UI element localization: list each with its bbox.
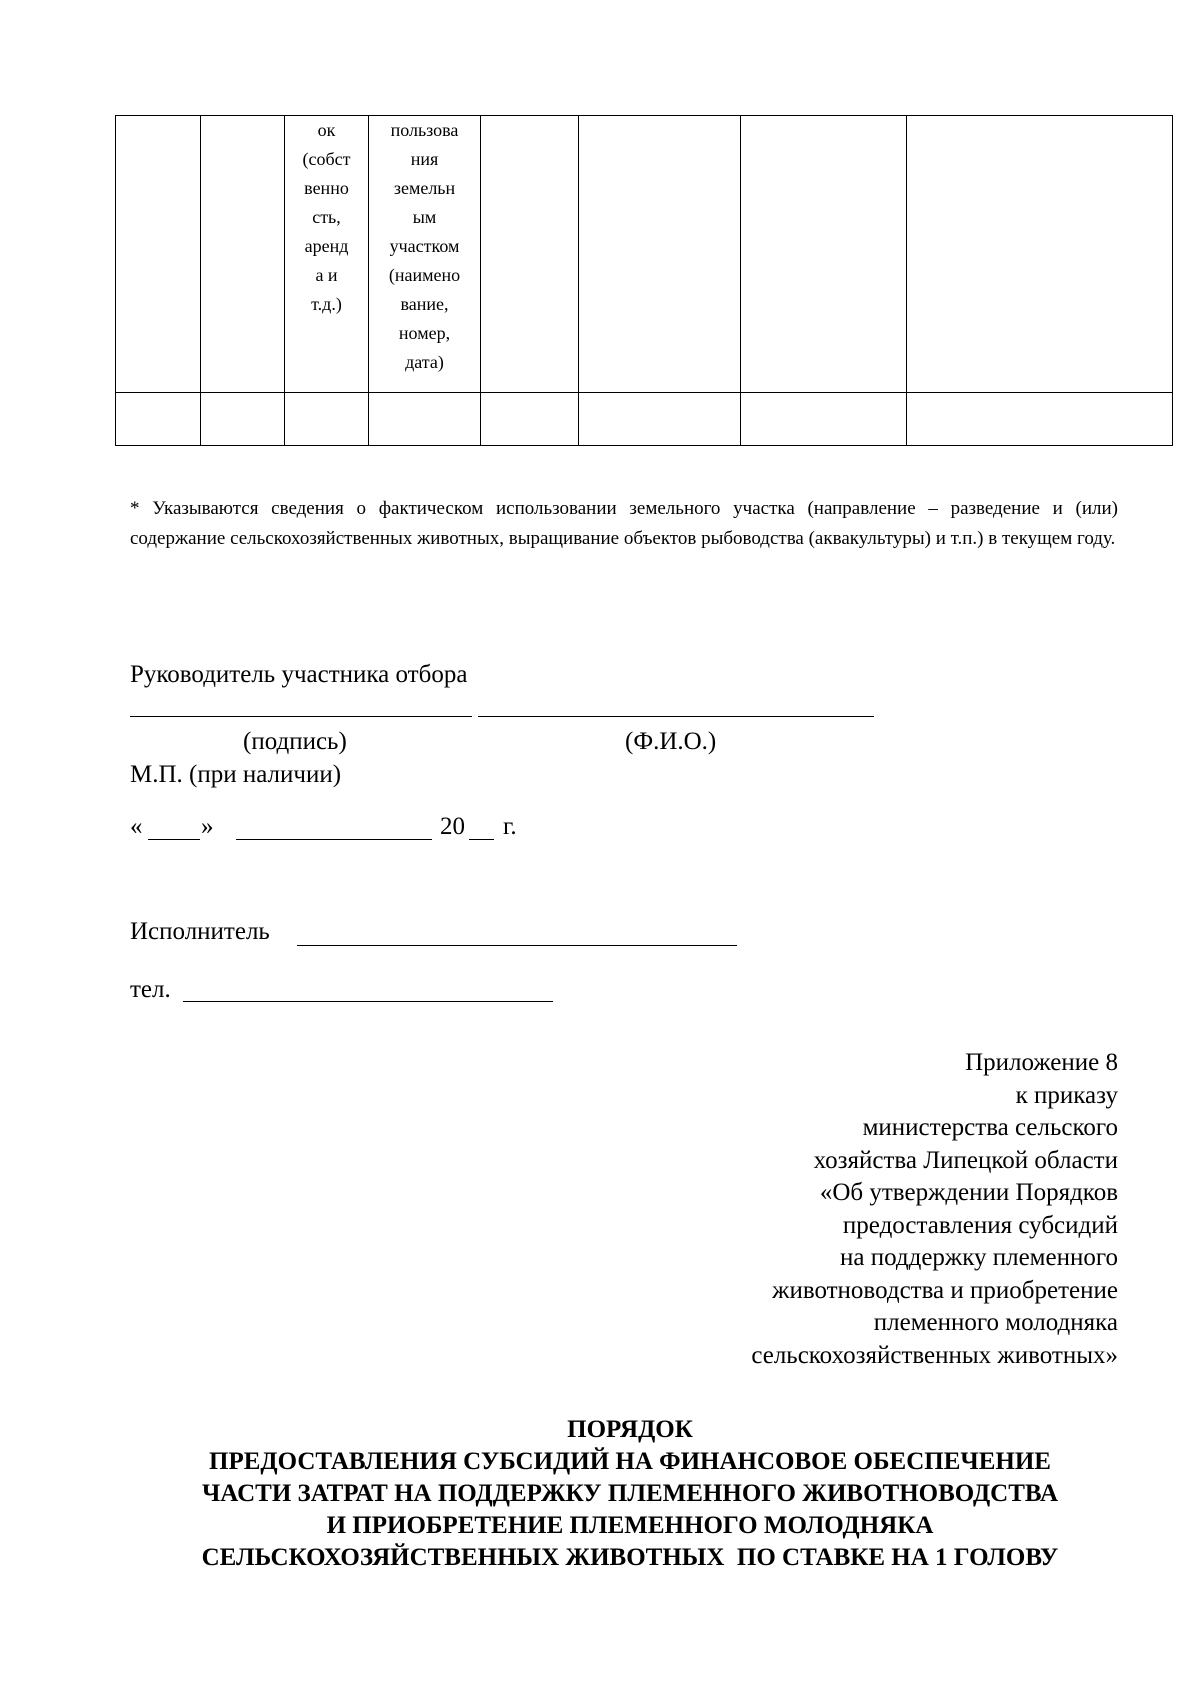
- table-cell[interactable]: [579, 393, 741, 446]
- table-cell[interactable]: [907, 393, 1173, 446]
- signature-caption: (подпись): [243, 728, 347, 755]
- cell-line: сть,: [312, 207, 341, 227]
- table-cell[interactable]: [741, 393, 907, 446]
- table-cell: [481, 116, 579, 393]
- cell-line: а и: [315, 265, 338, 285]
- table-row: [116, 393, 1173, 446]
- document-title: [100, 1414, 1160, 1574]
- cell-line: номер,: [398, 323, 451, 343]
- cell-line: ок: [317, 120, 336, 140]
- table-cell[interactable]: [201, 393, 285, 446]
- date-day-line[interactable]: [148, 839, 200, 840]
- cell-line: (наимено: [388, 265, 461, 285]
- appendix-line: сельскохозяйственных животных»: [751, 1341, 1118, 1369]
- seal-label: М.П. (при наличии): [130, 761, 342, 788]
- table-cell: [907, 116, 1173, 393]
- table-cell: [116, 116, 201, 393]
- full-name-line[interactable]: [478, 716, 874, 717]
- cell-line: венно: [304, 178, 349, 198]
- cell-line: пользова: [390, 120, 459, 140]
- title-line: ЧАСТИ ЗАТРАТ НА ПОДДЕРЖКУ ПЛЕМЕННОГО ЖИВОТНОВОДСТВА: [201, 1480, 1059, 1507]
- cell-line: ния: [410, 149, 439, 169]
- appendix-line: министерства сельского: [862, 1114, 1118, 1141]
- head-of-participant-label: Руководитель участника отбора: [130, 661, 468, 688]
- appendix-line: на поддержку племенного: [840, 1244, 1118, 1271]
- table-header-row: [116, 116, 1173, 393]
- cell-line: земельн: [393, 178, 456, 198]
- appendix-line: племенного молодняка: [873, 1309, 1118, 1336]
- footnote: * Указываются сведения о фактическом использовании земельного участка (направление – разведение и (или) содержание сельскохозяйственных животных, выращивание объектов рыбоводства (аквакультуры) и т.п.) в текущем году.: [130, 498, 1118, 549]
- cell-line: т.д.): [311, 294, 342, 314]
- cell-line: аренд: [304, 236, 349, 256]
- table-cell: [579, 116, 741, 393]
- appendix-line: хозяйства Липецкой области: [813, 1146, 1118, 1174]
- date-month-line[interactable]: [236, 839, 432, 840]
- executor-line[interactable]: [297, 945, 737, 946]
- title-line: СЕЛЬСКОХОЗЯЙСТВЕННЫХ ЖИВОТНЫХ ПО СТАВКЕ НА 1 ГОЛОВУ: [201, 1544, 1059, 1571]
- date-close-quote: »: [201, 813, 214, 840]
- phone-line[interactable]: [183, 1001, 553, 1002]
- table-cell[interactable]: [116, 393, 201, 446]
- date-year-line[interactable]: [469, 839, 494, 840]
- land-use-table: [115, 115, 1173, 446]
- cell-line: (собст: [302, 149, 351, 169]
- appendix-line: «Об утверждении Порядков: [819, 1179, 1118, 1206]
- appendix-reference: [751, 1047, 1118, 1372]
- table-cell: [201, 116, 285, 393]
- table-cell[interactable]: [369, 393, 481, 446]
- signature-line[interactable]: [130, 716, 472, 717]
- table-cell[interactable]: [481, 393, 579, 446]
- cell-line: ым: [412, 207, 437, 227]
- table-cell[interactable]: [285, 393, 369, 446]
- title-line: И ПРИОБРЕТЕНИЕ ПЛЕМЕННОГО МОЛОДНЯКА: [326, 1512, 934, 1539]
- date-open-quote: «: [130, 813, 143, 840]
- cell-line: вание,: [400, 294, 449, 314]
- appendix-line: Приложение 8: [965, 1049, 1118, 1076]
- appendix-line: предоставления субсидий: [842, 1211, 1118, 1239]
- executor-label: Исполнитель: [130, 918, 270, 945]
- date-year-prefix: 20: [440, 813, 465, 840]
- full-name-caption: (Ф.И.О.): [625, 728, 717, 755]
- cell-line: дата): [405, 352, 444, 372]
- phone-label: тел.: [130, 976, 171, 1003]
- title-line: ПРЕДОСТАВЛЕНИЯ СУБСИДИЙ НА ФИНАНСОВОЕ ОБЕСПЕЧЕНИЕ: [209, 1448, 1051, 1475]
- table-cell-ownership-type: [285, 116, 369, 393]
- appendix-line: животноводства и приобретение: [772, 1276, 1118, 1304]
- date-year-suffix: г.: [503, 813, 517, 840]
- table-cell: [741, 116, 907, 393]
- title-line: ПОРЯДОК: [567, 1416, 693, 1443]
- table-cell-usage-document: [369, 116, 481, 393]
- appendix-line: к приказу: [1015, 1081, 1118, 1109]
- cell-line: участком: [389, 236, 460, 256]
